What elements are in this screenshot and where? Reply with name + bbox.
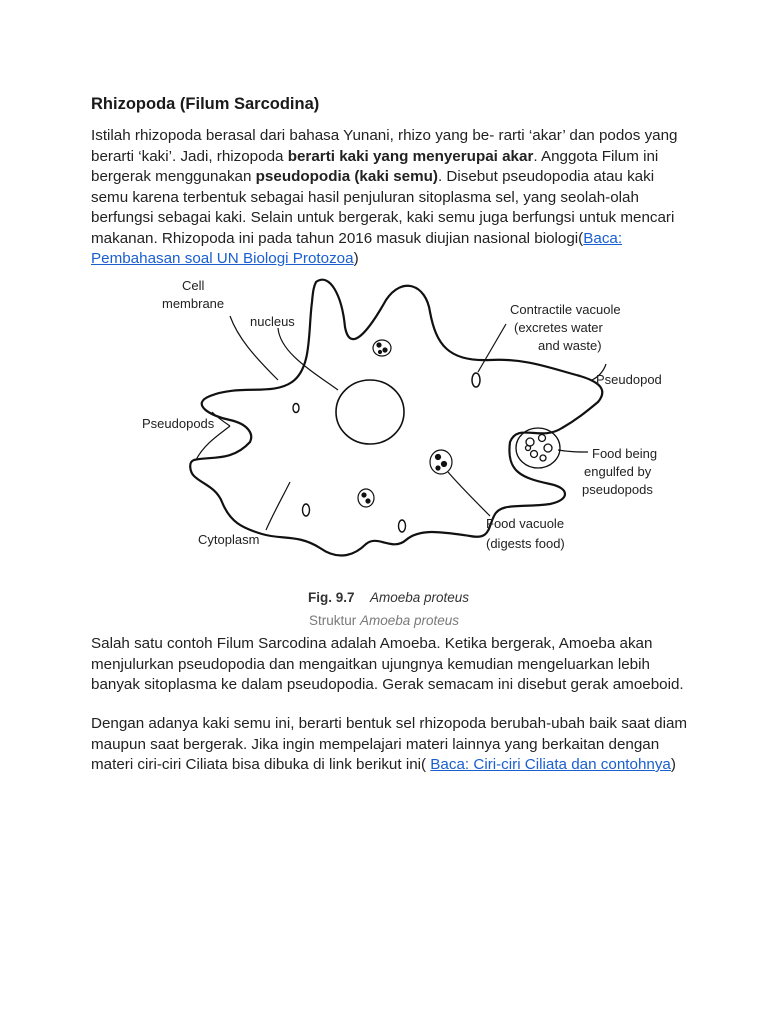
label-nucleus: nucleus [250, 314, 295, 329]
intro-text-1: Istilah rhizopoda berasal dari bahasa Yunani, rhizo yang be- rarti ‘akar’ dan podos yang berarti ‘kaki’. Jadi, rhizopoda [91, 127, 678, 165]
intro-text-2: . Anggota Filum ini bergerak menggunakan [91, 147, 659, 185]
intro-text-3: . Disebut pseudopodia atau kaki semu karena terbentuk sebagai hasil penjuluran sitoplasma sel, yang seolah-olah berfungsi sebagai kaki. Selain untuk bergerak, kaki semu juga berfungsi untuk mencari makanan. Rhizopoda ini pada tahun 2016 masuk diujian nasional biologi( [91, 168, 675, 247]
label-pseudopod: Pseudopod [596, 372, 662, 387]
intro-bold-1: berarti kaki yang menyerupai akar [287, 147, 534, 165]
intro-text-4: ) [353, 250, 359, 267]
label-food-engulfed-line1: Food being [592, 446, 658, 461]
label-cell-membrane-line2: membrane [162, 296, 225, 311]
figure-number: Fig. 9.7 [308, 590, 355, 605]
protozoa-link[interactable]: Baca: Pembahasan soal UN Biologi Protozoa [91, 229, 623, 267]
label-cell-membrane-line1: Cell [182, 278, 205, 293]
figure-caption [0, 613, 768, 628]
label-cytoplasm: Cytoplasm [198, 532, 260, 547]
food-particle [358, 489, 374, 507]
amoeba-paragraph: Salah satu contoh Filum Sarcodina adalah Amoeba. Ketika bergerak, Amoeba akan menjulurkan pseudopodia dan mengaitkan ujungnya kemudian mengeluarkan lebih banyak sitoplasma ke dalam pseudopodia. Gerak semacam ini disebut gerak amoeboid. [91, 635, 684, 693]
intro-bold-2: pseudopodia (kaki semu) [255, 168, 438, 185]
ciliata-link[interactable]: Baca: Ciri-ciri Ciliata dan contohnya [430, 756, 671, 773]
pseudopod-text-2: ) [670, 756, 676, 773]
contractile-vacuole-shape [472, 373, 480, 387]
label-food-vacuole-line2: (digests food) [486, 536, 565, 551]
vacuole-shape [303, 504, 310, 516]
caption-prefix: Struktur [308, 613, 360, 628]
label-food-engulfed-line3: pseudopods [582, 482, 653, 497]
article-heading: Rhizopoda (Filum Sarcodina) [91, 95, 320, 113]
pseudopod-paragraph [91, 714, 691, 776]
label-contractile-vacuole-line3: and waste) [538, 338, 602, 353]
label-food-engulfed-line2: engulfed by [584, 464, 652, 479]
nucleus-shape [336, 380, 404, 444]
intro-paragraph [91, 126, 691, 270]
vacuole-shape [293, 404, 299, 413]
label-pseudopods: Pseudopods [142, 416, 215, 431]
caption-species: Amoeba proteus [359, 613, 460, 628]
food-particle [373, 340, 391, 356]
food-vacuole-shape [430, 450, 452, 474]
label-contractile-vacuole-line2: (excretes water [514, 320, 603, 335]
label-food-vacuole-line1: Food vacuole [486, 516, 565, 531]
pseudopod-text-1: Dengan adanya kaki semu ini, berarti bentuk sel rhizopoda berubah-ubah baik saat diam maupun saat bergerak. Jika ingin mempelajari materi lainnya yang berkaitan dengan materi ciri-ciri Ciliata bisa dibuka di link berikut ini( [91, 715, 688, 773]
label-contractile-vacuole-line1: Contractile vacuole [510, 302, 621, 317]
figure-species-name: Amoeba proteus [370, 590, 470, 605]
amoeba-diagram [130, 272, 690, 617]
vacuole-shape [399, 520, 406, 532]
